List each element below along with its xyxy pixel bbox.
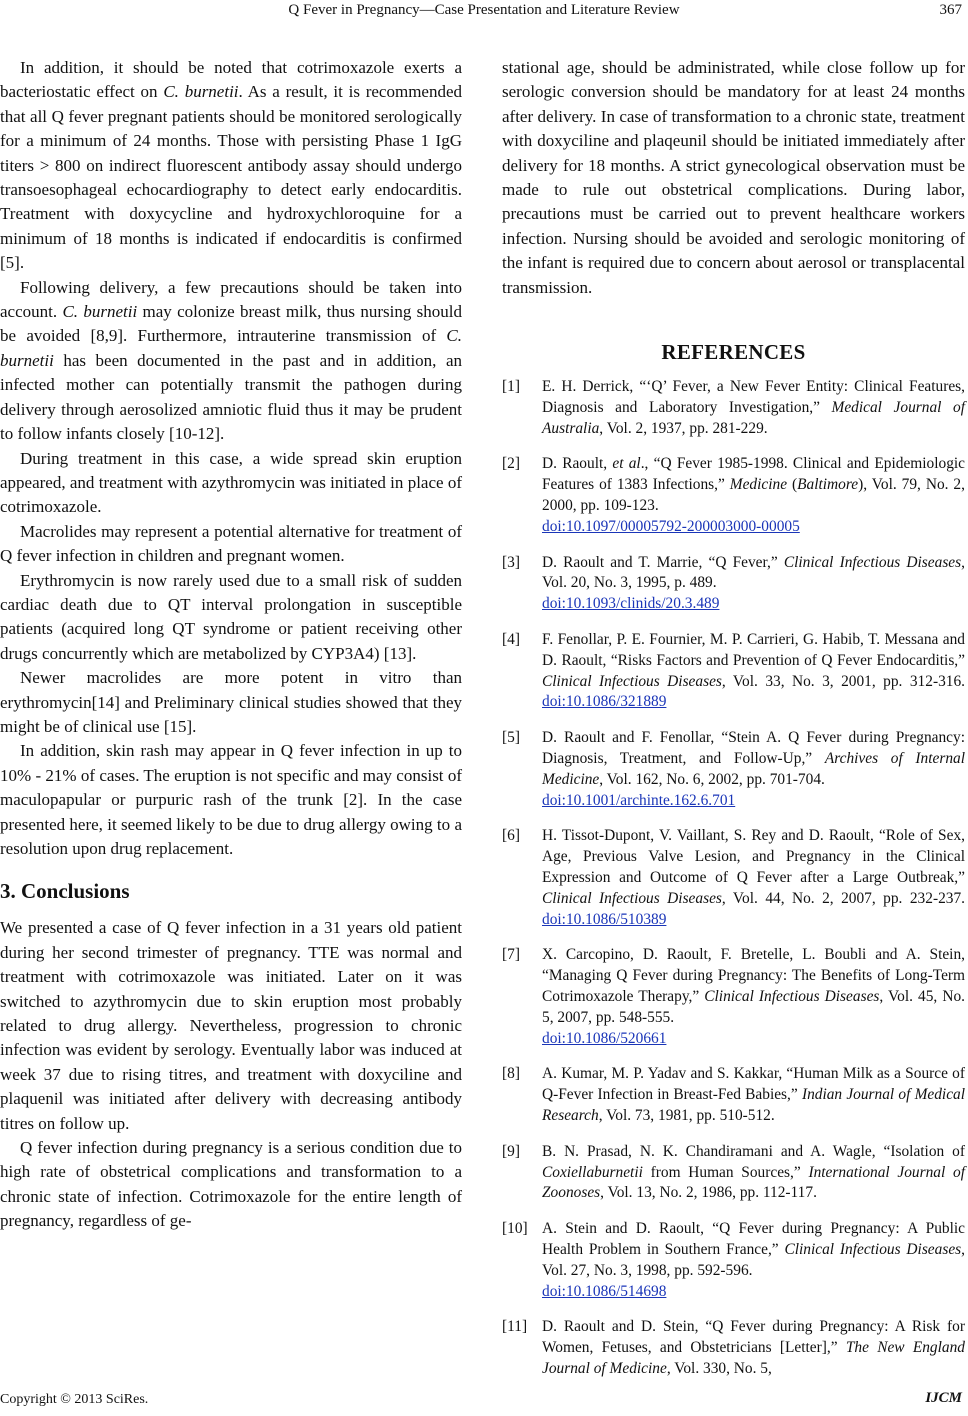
reference-text: D. Raoult and D. Stein, “Q Fever during Pregnancy: A Risk for Women, Fetuses, and Obstetricians [Letter],” The New England Journal of Medicine, Vol. 330, No. 5,	[542, 1318, 965, 1377]
reference-item	[502, 728, 965, 811]
journal-abbreviation: IJCM	[925, 1390, 962, 1406]
right-column	[502, 56, 965, 1395]
reference-number: [3]	[502, 553, 520, 571]
reference-text: B. N. Prasad, N. K. Chandiramani and A. Wagle, “Isolation of Coxiellaburnetii from Human Sources,” International Journal of Zoonoses, Vol. 13, No. 2, 1986, pp. 112-117.	[542, 1142, 965, 1202]
reference-number: [9]	[502, 1142, 520, 1160]
reference-item	[502, 377, 965, 439]
conclusions-paragraph: We presented a case of Q fever infection in a 31 years old patient during her second trimester of pregnancy. TTE was normal and treatment with cotrimoxazole was initiated. Later on it was switched to azythromycin due to skin eruption most probably related to drug allergy. Nevertheless, progression to chronic infection was evident by serology. Eventually labor was induced at week 37 due to rising titres, and treatment with doxyciline and plaquenil was initiated after delivery with decreasing antibody titres on follow up.	[0, 918, 462, 1133]
left-column	[0, 56, 462, 1234]
body-paragraph: During treatment in this case, a wide spread skin eruption appeared, and treatment with azythromycin was initiated in place of cotrimoxazole.	[0, 448, 462, 517]
body-paragraph: Erythromycin is now rarely used due to a small risk of sudden cardiac death due to QT interval prolongation in susceptible patients (acquired long QT syndrome or patient receiving other drugs concurrently which are metabolized by CYP3A4) [13].	[0, 570, 462, 663]
doi-link[interactable]: doi:10.1001/archinte.162.6.701	[542, 791, 736, 809]
doi-link[interactable]: doi:10.1093/clinids/20.3.489	[542, 595, 720, 613]
reference-item	[502, 1064, 965, 1126]
reference-text: A. Stein and D. Raoult, “Q Fever during Pregnancy: A Public Health Problem in Southern France,” Clinical Infectious Diseases, Vol. 27, No. 3, 1998, pp. 592-596.	[542, 1220, 965, 1279]
reference-item	[502, 553, 965, 615]
copyright-notice: Copyright © 2013 SciRes.	[0, 1392, 149, 1407]
running-title: Q Fever in Pregnancy—Case Presentation and Literature Review	[288, 2, 680, 18]
reference-number: [8]	[502, 1065, 520, 1083]
reference-text: A. Kumar, M. P. Yadav and S. Kakkar, “Human Milk as a Source of Q-Fever Infection in Breast-Fed Babies,” Indian Journal of Medical Research, Vol. 73, 1981, pp. 510-512.	[542, 1065, 966, 1124]
reference-text: D. Raoult and T. Marrie, “Q Fever,” Clinical Infectious Diseases, Vol. 20, No. 3, 1995, p. 489.	[542, 553, 965, 592]
continuation-paragraph: stational age, should be administrated, while close follow up for serologic conversion should be mandatory for at least 24 months after delivery. In case of transformation to a chronic state, treatment with doxyciline and plaqeunil should be initiated immediately after delivery for 18 months. A strict gynecological observation must be made to rule out obstetrical complications. During labor, precautions must be carried out to prevent healthcare workers infection. Nursing should be avoided and serologic monitoring of the infant is required due to concern about aerosol or transplacental transmission.	[502, 58, 965, 297]
conclusions-heading: 3. Conclusions	[0, 879, 130, 904]
reference-list	[502, 377, 965, 1380]
reference-number: [5]	[502, 729, 520, 747]
reference-number: [10]	[502, 1220, 528, 1238]
reference-item	[502, 1142, 965, 1204]
reference-number: [1]	[502, 378, 520, 396]
conclusions-body	[0, 916, 462, 1233]
page-number: 367	[939, 2, 962, 18]
body-paragraph: In addition, skin rash may appear in Q fever infection in up to 10% - 21% of cases. The eruption is not specific and may consist of maculopapular or purpuric rash of the trunk [2]. In the case presented here, it seemed likely to be due to drug allergy owing to a resolution upon drug replacement.	[0, 741, 462, 858]
reference-item	[502, 630, 965, 713]
reference-number: [4]	[502, 631, 520, 649]
reference-text: E. H. Derrick, “‘Q’ Fever, a New Fever Entity: Clinical Features, Diagnosis and Laboratory Investigation,” Medical Journal of Australia, Vol. 2, 1937, pp. 281-229.	[542, 378, 965, 437]
doi-link[interactable]: doi:10.1086/514698	[542, 1282, 667, 1300]
reference-item	[502, 826, 965, 930]
body-paragraph: Macrolides may represent a potential alternative for treatment of Q fever infection in children and pregnant women.	[0, 521, 462, 566]
reference-text: X. Carcopino, D. Raoult, F. Bretelle, L. Boubli and A. Stein, “Managing Q Fever during Pregnancy: The Benefits of Long-Term Cotrimoxazole Therapy,” Clinical Infectious Diseases, Vol. 45, No. 5, 2007, pp. 548-555.	[542, 946, 965, 1026]
conclusions-paragraph: Q fever infection during pregnancy is a serious condition due to high rate of obstetrical complications and transformation to a chronic state of infection. Cotrimoxazole for the entire length of pregnancy, regardless of ge-	[0, 1138, 462, 1231]
reference-number: [6]	[502, 827, 520, 845]
reference-text: H. Tissot-Dupont, V. Vaillant, S. Rey and D. Raoult, “Role of Sex, Age, Previous Valve Lesion, and Pregnancy in the Clinical Expression and Outcome of Q Fever after a Large Outbreak,” Clinical Infectious Diseases, Vol. 44, No. 2, 2007, pp. 232-237.	[542, 827, 966, 907]
page-header	[0, 0, 968, 26]
doi-link[interactable]: doi:10.1097/00005792-200003000-00005	[542, 517, 800, 535]
reference-item	[502, 454, 965, 537]
reference-number: [11]	[502, 1318, 528, 1336]
reference-number: [2]	[502, 455, 520, 473]
reference-item	[502, 1317, 965, 1379]
body-paragraphs	[0, 56, 462, 861]
reference-text: D. Raoult, et al., “Q Fever 1985-1998. Clinical and Epidemiologic Features of 1383 Infections,” Medicine (Baltimore), Vol. 79, No. 2, 2000, pp. 109-123.	[542, 455, 965, 515]
body-paragraph: Following delivery, a few precautions should be taken into account. C. burnetii may colonize breast milk, thus nursing should be avoided [8,9]. Furthermore, intrauterine transmission of C. burnetii has been documented in the past and in addition, an infected mother can potentially transmit the pathogen during delivery through aerosolized amniotic fluid thus it may be prudent to follow infants closely [10-12].	[0, 277, 462, 444]
references-heading: REFERENCES	[661, 340, 806, 365]
body-paragraph: In addition, it should be noted that cotrimoxazole exerts a bacteriostatic effect on C. burnetii. As a result, it is recommended that all Q fever pregnant patients should be monitored serologically for a minimum of 24 months. Those with persisting Phase 1 IgG titers > 800 on indirect fluorescent antibody assay should undergo transoesophageal echocardiography to detect early endocarditis. Treatment with doxycycline and hydroxychloroquine for a minimum of 18 months is indicated if endocarditis is confirmed [5].	[0, 58, 463, 273]
reference-text: F. Fenollar, P. E. Fournier, M. P. Carrieri, G. Habib, T. Messana and D. Raoult, “Risks Factors and Prevention of Q Fever Endocarditis,” Clinical Infectious Diseases, Vol. 33, No. 3, 2001, pp. 312-316.	[542, 631, 966, 690]
reference-item	[502, 1219, 965, 1302]
reference-text: D. Raoult and F. Fenollar, “Stein A. Q Fever during Pregnancy: Diagnosis, Treatment, and Follow-Up,” Archives of Internal Medicine, Vol. 162, No. 6, 2002, pp. 701-704.	[542, 729, 965, 788]
reference-number: [7]	[502, 946, 520, 964]
reference-item	[502, 945, 965, 1049]
doi-link[interactable]: doi:10.1086/510389	[542, 910, 667, 928]
page-footer	[0, 1376, 968, 1416]
doi-link[interactable]: doi:10.1086/520661	[542, 1029, 667, 1047]
body-paragraph: Newer macrolides are more potent in vitro than erythromycin[14] and Preliminary clinical studies showed that they might be of clinical use [15].	[0, 668, 462, 736]
doi-link[interactable]: doi:10.1086/321889	[542, 693, 667, 711]
